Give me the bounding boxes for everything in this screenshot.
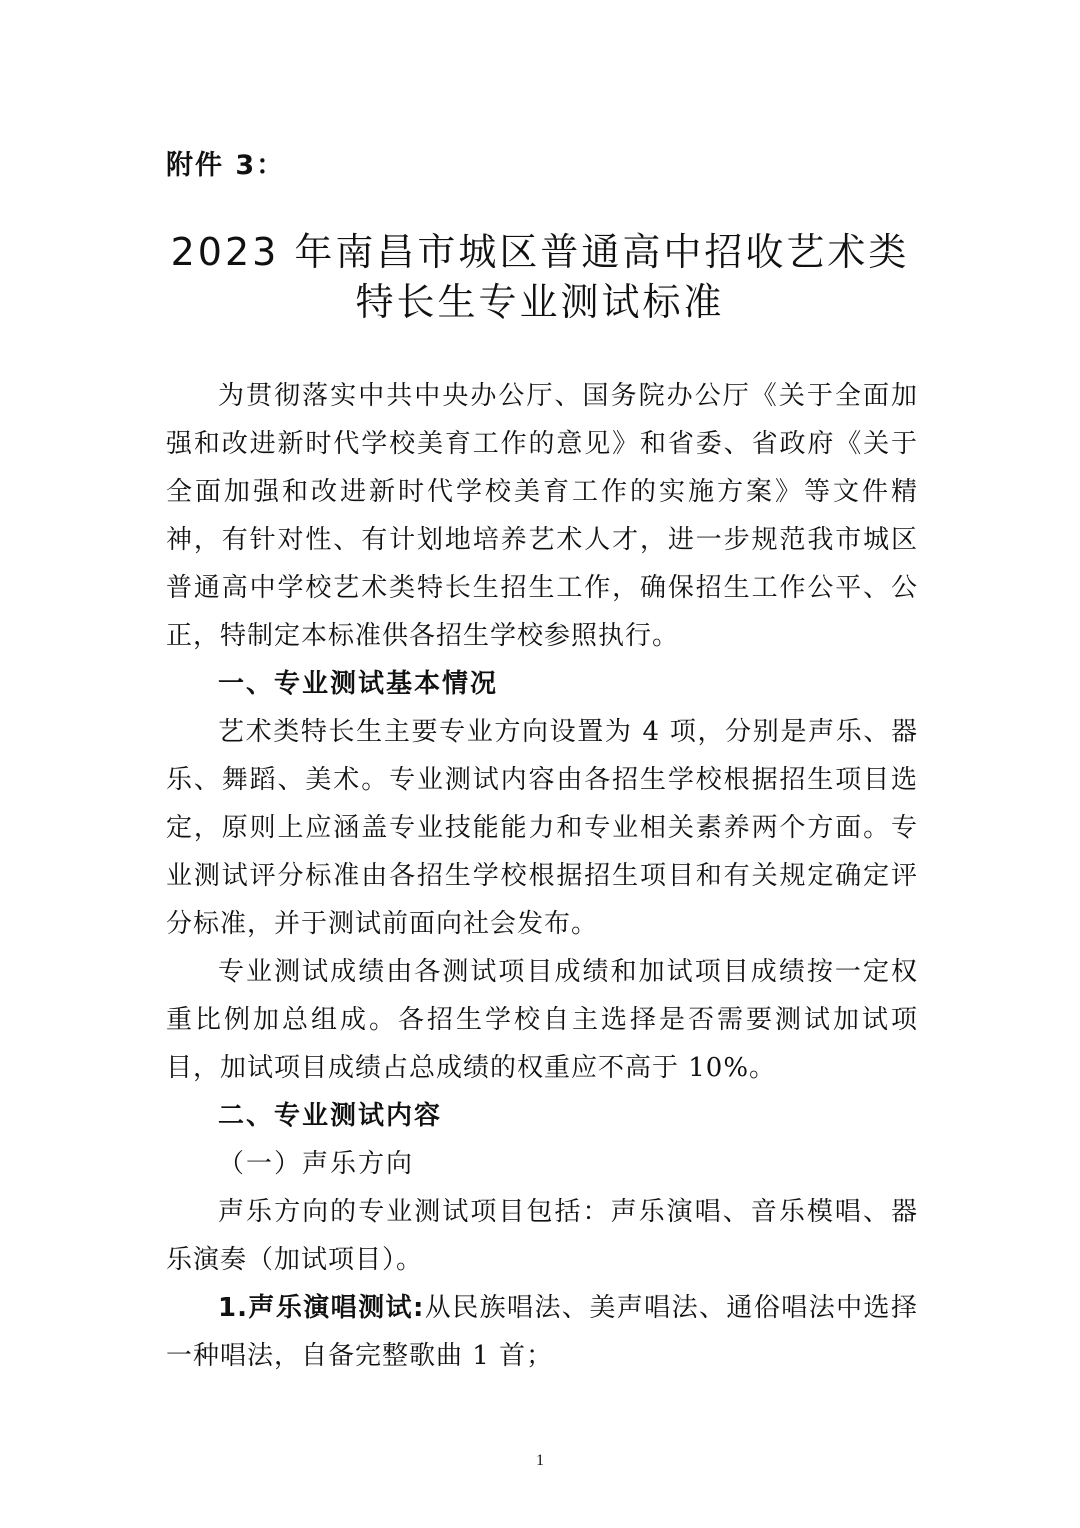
section-1-heading: 一、专业测试基本情况	[218, 669, 499, 699]
subsection-1-paragraph: 声乐方向的专业测试项目包括：声乐演唱、音乐模唱、器乐演奏（加试项目）。	[166, 1197, 918, 1275]
intro-paragraph: 为贯彻落实中共中央办公厅、国务院办公厅《关于全面加强和改进新时代学校美育工作的意见》和省委、省政府《关于全面加强和改进新时代学校美育工作的实施方案》等文件精神，有针对性、有计划地培养艺术人才，进一步规范我市城区普通高中学校艺术类特长生招生工作，确保招生工作公平、公正，特制定本标准供各招生学校参照执行。	[166, 381, 918, 651]
document-title-line-2: 特长生专业测试标准	[355, 280, 725, 324]
item-1-text: 从民族唱法、美声唱法、通俗唱法中选择一种唱法，自备完整歌曲 1 首；	[166, 1293, 918, 1371]
item-1-label: 1.声乐演唱测试:	[218, 1293, 425, 1323]
subsection-1-heading: （一）声乐方向	[218, 1149, 415, 1179]
item-1-paragraph	[166, 1284, 918, 1380]
section-1-paragraph-1: 艺术类特长生主要专业方向设置为 4 项，分别是声乐、器乐、舞蹈、美术。专业测试内容由各招生学校根据招生项目选定，原则上应涵盖专业技能能力和专业相关素养两个方面。专业测试评分标准由各招生学校根据招生项目和有关规定确定评分标准，并于测试前面向社会发布。	[166, 717, 918, 939]
attachment-label: 附件 3：	[166, 150, 286, 181]
page-number: 1	[536, 1452, 544, 1469]
section-1-paragraph-2: 专业测试成绩由各测试项目成绩和加试项目成绩按一定权重比例加总组成。各招生学校自主选择是否需要测试加试项目，加试项目成绩占总成绩的权重应不高于 10%。	[166, 957, 918, 1083]
document-body	[166, 372, 918, 1380]
section-2-heading: 二、专业测试内容	[218, 1101, 443, 1131]
document-title-line-1: 2023 年南昌市城区普通高中招收艺术类	[170, 230, 910, 274]
